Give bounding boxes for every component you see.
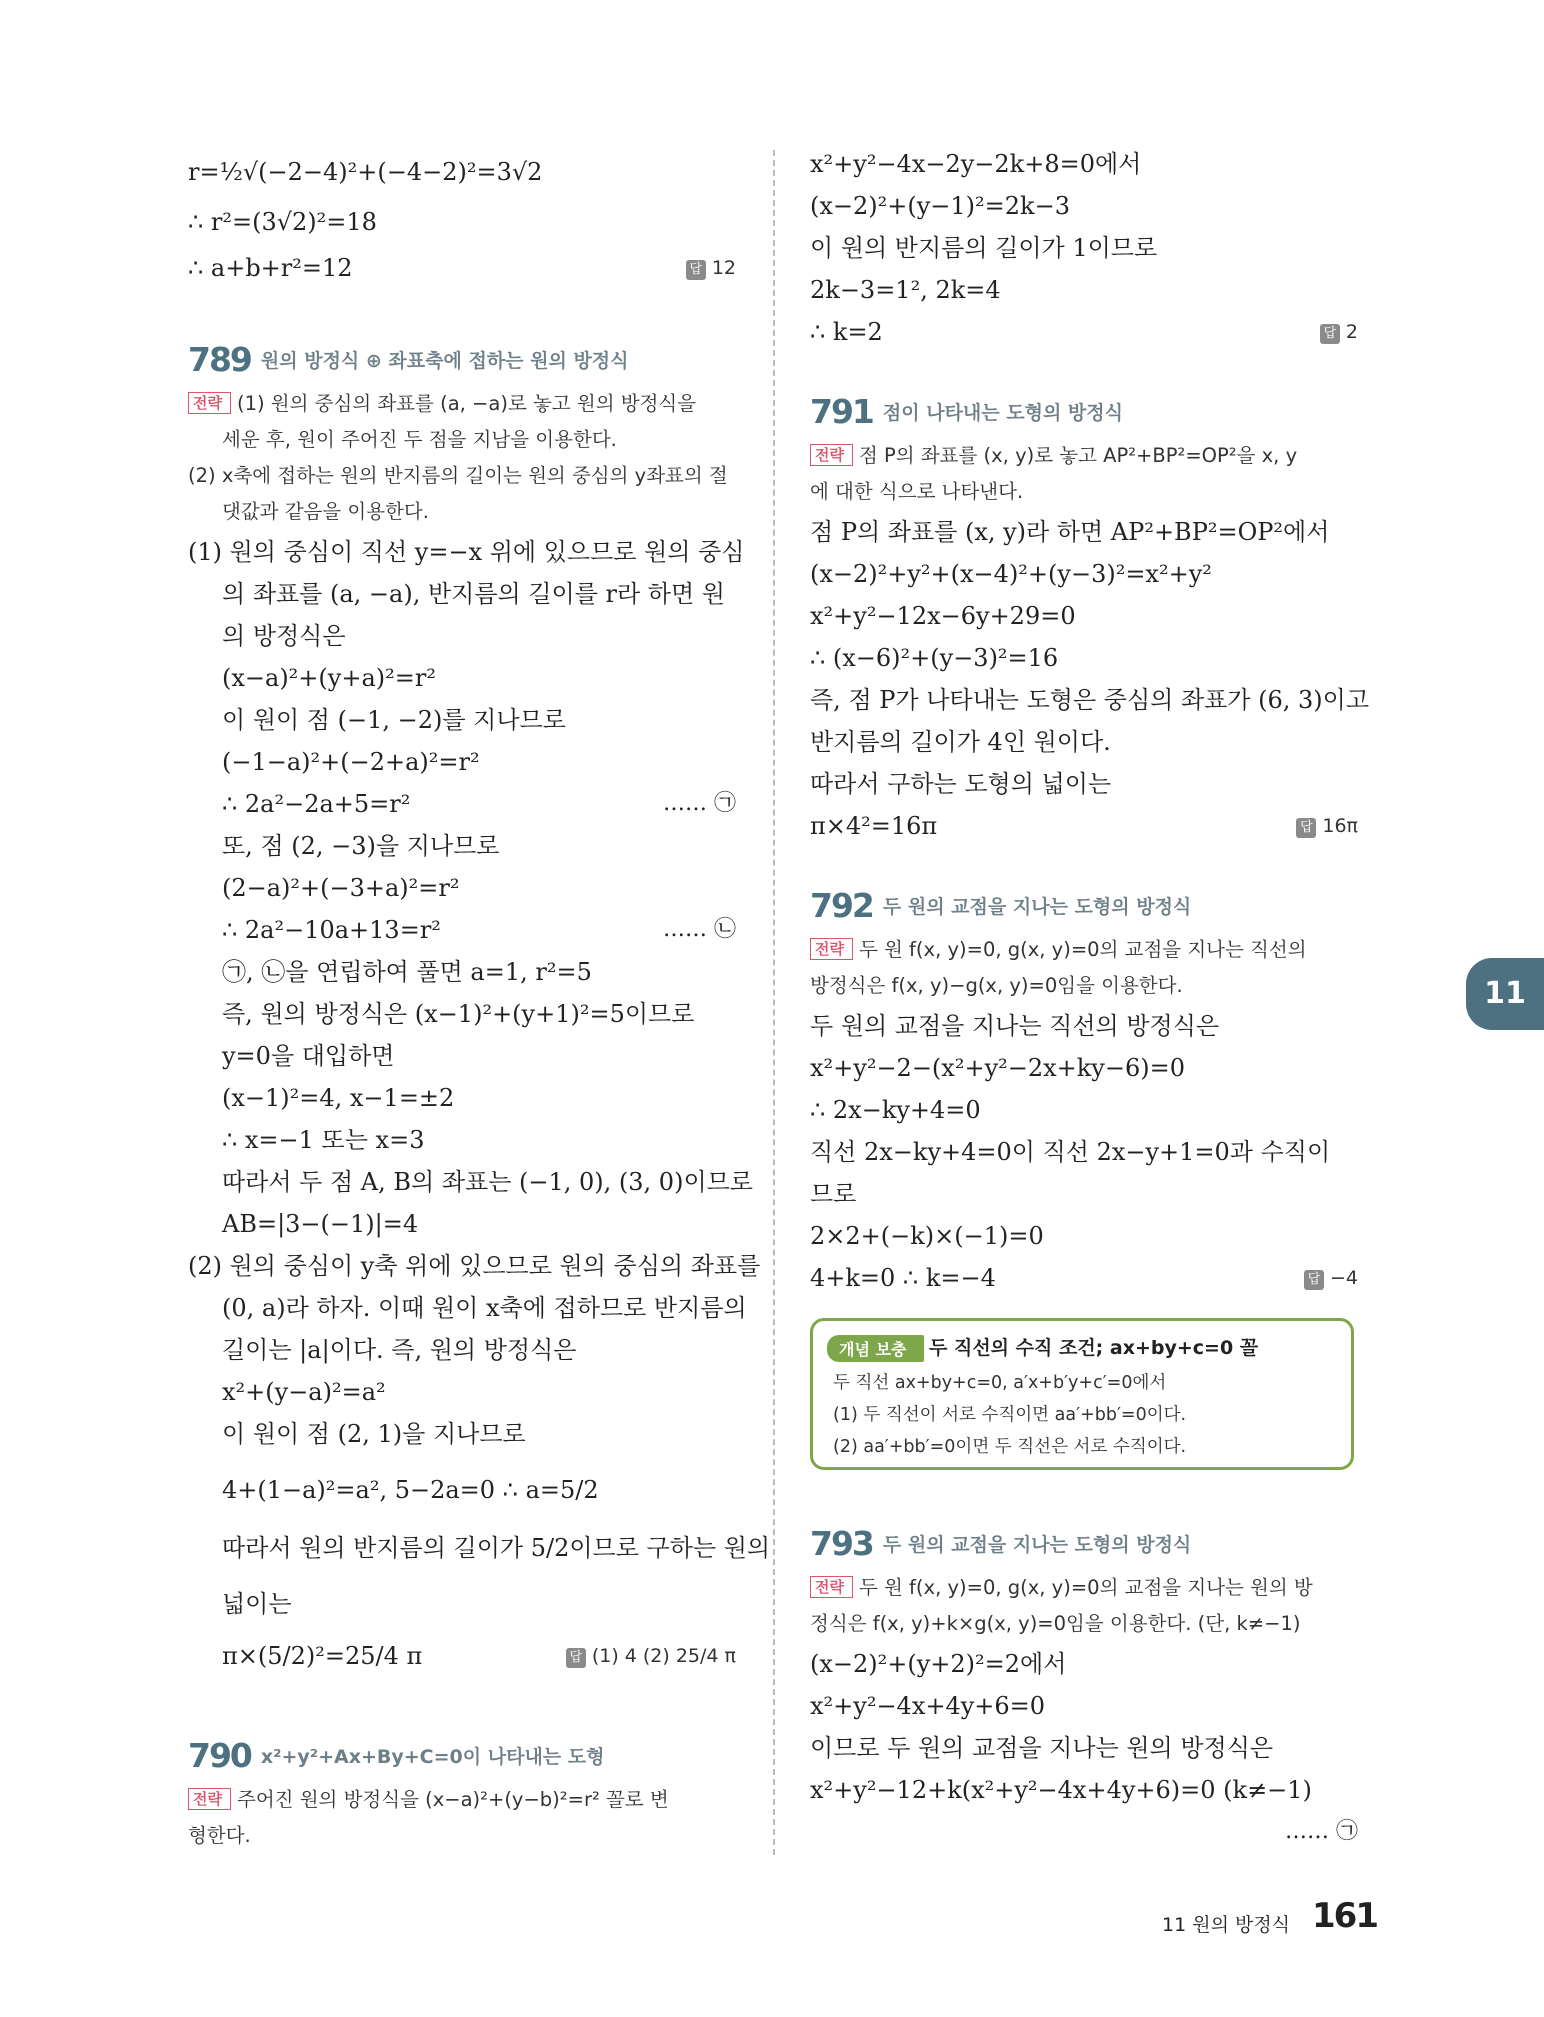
strategy-tag: 전략 — [188, 392, 231, 414]
strategy-line: 형한다. — [188, 1824, 251, 1847]
concept-box — [810, 1318, 1354, 1470]
solution-line: 이 원이 점 (2, 1)을 지나므로 — [222, 1420, 526, 1448]
answer-label: 답 (1) 4 (2) 25/4 π — [566, 1640, 736, 1672]
solution-line: ∴ 2x−ky+4=0 — [810, 1096, 981, 1124]
solution-line: AB=|3−(−1)|=4 — [222, 1210, 419, 1238]
solution-line: 4+k=0 ∴ k=−4 — [810, 1264, 996, 1292]
problem-number: 789 — [188, 340, 251, 379]
solution-line: ∴ (x−6)²+(y−3)²=16 — [810, 644, 1059, 672]
problem-number: 791 — [810, 392, 873, 431]
problem-header-793 — [810, 1524, 1191, 1564]
page-number: 161 — [1312, 1896, 1377, 1936]
solution-line: x²+y²−2−(x²+y²−2x+ky−6)=0 — [810, 1054, 1185, 1082]
answer-label: 답 12 — [686, 252, 736, 284]
concept-line: 두 직선 ax+by+c=0, a′x+b′y+c′=0에서 — [833, 1373, 1167, 1393]
strategy-line: 정식은 f(x, y)+k×g(x, y)=0임을 이용한다. (단, k≠−1) — [810, 1612, 1301, 1635]
solution-line: (x−2)²+y²+(x−4)²+(y−3)²=x²+y² — [810, 560, 1212, 588]
math-line: x²+y²−4x−2y−2k+8=0에서 — [810, 150, 1142, 178]
solution-line: 따라서 두 점 A, B의 좌표는 (−1, 0), (3, 0)이므로 — [222, 1168, 753, 1196]
column-divider — [773, 150, 775, 1855]
solution-line: (1) 원의 중심이 직선 y=−x 위에 있으므로 원의 중심 — [188, 538, 745, 566]
solution-line: 므로 — [810, 1180, 857, 1208]
strategy-line: 방정식은 f(x, y)−g(x, y)=0임을 이용한다. — [810, 974, 1183, 997]
strategy-line: 세운 후, 원이 주어진 두 점을 지남을 이용한다. — [222, 428, 617, 451]
concept-line: (2) aa′+bb′=0이면 두 직선은 서로 수직이다. — [833, 1437, 1187, 1457]
solution-line: (2) 원의 중심이 y축 위에 있으므로 원의 중심의 좌표를 — [188, 1252, 761, 1280]
solution-line: 2×2+(−k)×(−1)=0 — [810, 1222, 1044, 1250]
solution-line: 또, 점 (2, −3)을 지나므로 — [222, 832, 500, 860]
strategy-line: (2) x축에 접하는 원의 반지름의 길이는 원의 중심의 y좌표의 절 — [188, 464, 728, 487]
strategy-line: 전략 (1) 원의 중심의 좌표를 (a, −a)로 놓고 원의 방정식을 — [188, 388, 696, 420]
solution-line: 즉, 원의 방정식은 (x−1)²+(y+1)²=5이므로 — [222, 1000, 695, 1028]
strategy-line: 에 대한 식으로 나타낸다. — [810, 480, 1024, 503]
section-tab: 11 — [1466, 958, 1544, 1030]
math-line: ∴ a+b+r²=12 — [188, 254, 353, 282]
answer-icon: 답 — [566, 1648, 586, 1668]
solution-line: ㉠, ㉡을 연립하여 풀면 a=1, r²=5 — [222, 958, 592, 986]
strategy-line: 전략 점 P의 좌표를 (x, y)로 놓고 AP²+BP²=OP²을 x, y — [810, 440, 1297, 472]
answer-icon: 답 — [1304, 1270, 1324, 1290]
problem-title: 두 원의 교점을 지나는 도형의 방정식 — [882, 896, 1192, 918]
solution-line: 따라서 구하는 도형의 넓이는 — [810, 770, 1112, 798]
equation-mark: …… ㉠ — [1285, 1819, 1358, 1844]
concept-badge: 개념 보충 — [827, 1335, 924, 1362]
strategy-tag: 전략 — [810, 444, 853, 466]
problem-number: 792 — [810, 886, 873, 925]
solution-line: (−1−a)²+(−2+a)²=r² — [222, 748, 480, 776]
strategy-tag: 전략 — [188, 1788, 231, 1810]
math-line: ∴ k=2 — [810, 318, 883, 346]
problem-header-792 — [810, 886, 1191, 926]
problem-title: 두 원의 교점을 지나는 도형의 방정식 — [882, 1534, 1192, 1556]
strategy-tag: 전략 — [810, 938, 853, 960]
solution-line: ∴ 2a²−2a+5=r² — [222, 790, 411, 818]
solution-line: 길이는 |a|이다. 즉, 원의 방정식은 — [222, 1336, 577, 1364]
equation-mark: …… ㉠ — [663, 791, 736, 816]
solution-line: x²+y²−4x+4y+6=0 — [810, 1692, 1046, 1720]
problem-title: x²+y²+Ax+By+C=0이 나타내는 도형 — [260, 1746, 605, 1768]
solution-line: 의 방정식은 — [222, 622, 346, 650]
problem-number: 790 — [188, 1736, 251, 1775]
solution-line: 즉, 점 P가 나타내는 도형은 중심의 좌표가 (6, 3)이고 — [810, 686, 1370, 714]
answer-icon: 답 — [1320, 324, 1340, 344]
answer-label: 답 16π — [1296, 810, 1358, 842]
answer-label: 답 2 — [1320, 316, 1358, 348]
solution-line: x²+y²−12+k(x²+y²−4x+4y+6)=0 (k≠−1) — [810, 1776, 1312, 1804]
strategy-line: 전략 두 원 f(x, y)=0, g(x, y)=0의 교점을 지나는 원의 방 — [810, 1572, 1313, 1604]
solution-line: 두 원의 교점을 지나는 직선의 방정식은 — [810, 1012, 1220, 1040]
problem-header-791 — [810, 392, 1123, 432]
answer-label: 답 −4 — [1304, 1262, 1358, 1294]
strategy-line: 전략 두 원 f(x, y)=0, g(x, y)=0의 교점을 지나는 직선의 — [810, 934, 1307, 966]
solution-line: π×(5/2)²=25/4 π — [222, 1642, 423, 1670]
solution-line: 점 P의 좌표를 (x, y)라 하면 AP²+BP²=OP²에서 — [810, 518, 1330, 546]
strategy-line: 전략 주어진 원의 방정식을 (x−a)²+(y−b)²=r² 꼴로 변 — [188, 1784, 669, 1816]
problem-title: 점이 나타내는 도형의 방정식 — [882, 402, 1123, 424]
solution-line: π×4²=16π — [810, 812, 938, 840]
math-line: 이 원의 반지름의 길이가 1이므로 — [810, 234, 1158, 262]
solution-line: (0, a)라 하자. 이때 원이 x축에 접하므로 반지름의 — [222, 1294, 747, 1322]
solution-line: 넓이는 — [222, 1590, 292, 1618]
solution-line: (x−2)²+(y+2)²=2에서 — [810, 1650, 1067, 1678]
solution-line: 따라서 원의 반지름의 길이가 5/2이므로 구하는 원의 — [222, 1534, 771, 1562]
solution-line: 의 좌표를 (a, −a), 반지름의 길이를 r라 하면 원 — [222, 580, 725, 608]
solution-line: x²+(y−a)²=a² — [222, 1378, 386, 1406]
solution-line: x²+y²−12x−6y+29=0 — [810, 602, 1076, 630]
solution-line: 이 원이 점 (−1, −2)를 지나므로 — [222, 706, 566, 734]
problem-header-789 — [188, 340, 629, 380]
solution-line: 4+(1−a)²=a², 5−2a=0 ∴ a=5/2 — [222, 1476, 599, 1504]
solution-line: 이므로 두 원의 교점을 지나는 원의 방정식은 — [810, 1734, 1274, 1762]
answer-icon: 답 — [686, 260, 706, 280]
footer-chapter: 11 원의 방정식 — [1162, 1914, 1291, 1936]
solution-line: (2−a)²+(−3+a)²=r² — [222, 874, 460, 902]
math-line: 2k−3=1², 2k=4 — [810, 276, 1001, 304]
solution-line: 직선 2x−ky+4=0이 직선 2x−y+1=0과 수직이 — [810, 1138, 1331, 1166]
strategy-tag: 전략 — [810, 1576, 853, 1598]
solution-line: 반지름의 길이가 4인 원이다. — [810, 728, 1111, 756]
equation-mark: …… ㉡ — [663, 917, 736, 942]
answer-icon: 답 — [1296, 818, 1316, 838]
strategy-line: 댓값과 같음을 이용한다. — [222, 500, 429, 523]
problem-header-790 — [188, 1736, 604, 1776]
math-line: (x−2)²+(y−1)²=2k−3 — [810, 192, 1070, 220]
solution-line: ∴ 2a²−10a+13=r² — [222, 916, 441, 944]
solution-line: ∴ x=−1 또는 x=3 — [222, 1126, 425, 1154]
math-line: r=½√(−2−4)²+(−4−2)²=3√2 — [188, 158, 543, 186]
problem-number: 793 — [810, 1524, 873, 1563]
solution-line: (x−1)²=4, x−1=±2 — [222, 1084, 455, 1112]
solution-line: y=0을 대입하면 — [222, 1042, 395, 1070]
concept-title: 두 직선의 수직 조건; ax+by+c=0 꼴 — [929, 1337, 1259, 1359]
concept-line: (1) 두 직선이 서로 수직이면 aa′+bb′=0이다. — [833, 1405, 1187, 1425]
solution-line: (x−a)²+(y+a)²=r² — [222, 664, 436, 692]
math-line: ∴ r²=(3√2)²=18 — [188, 208, 377, 236]
problem-title: 원의 방정식 ⊕ 좌표축에 접하는 원의 방정식 — [260, 350, 629, 372]
